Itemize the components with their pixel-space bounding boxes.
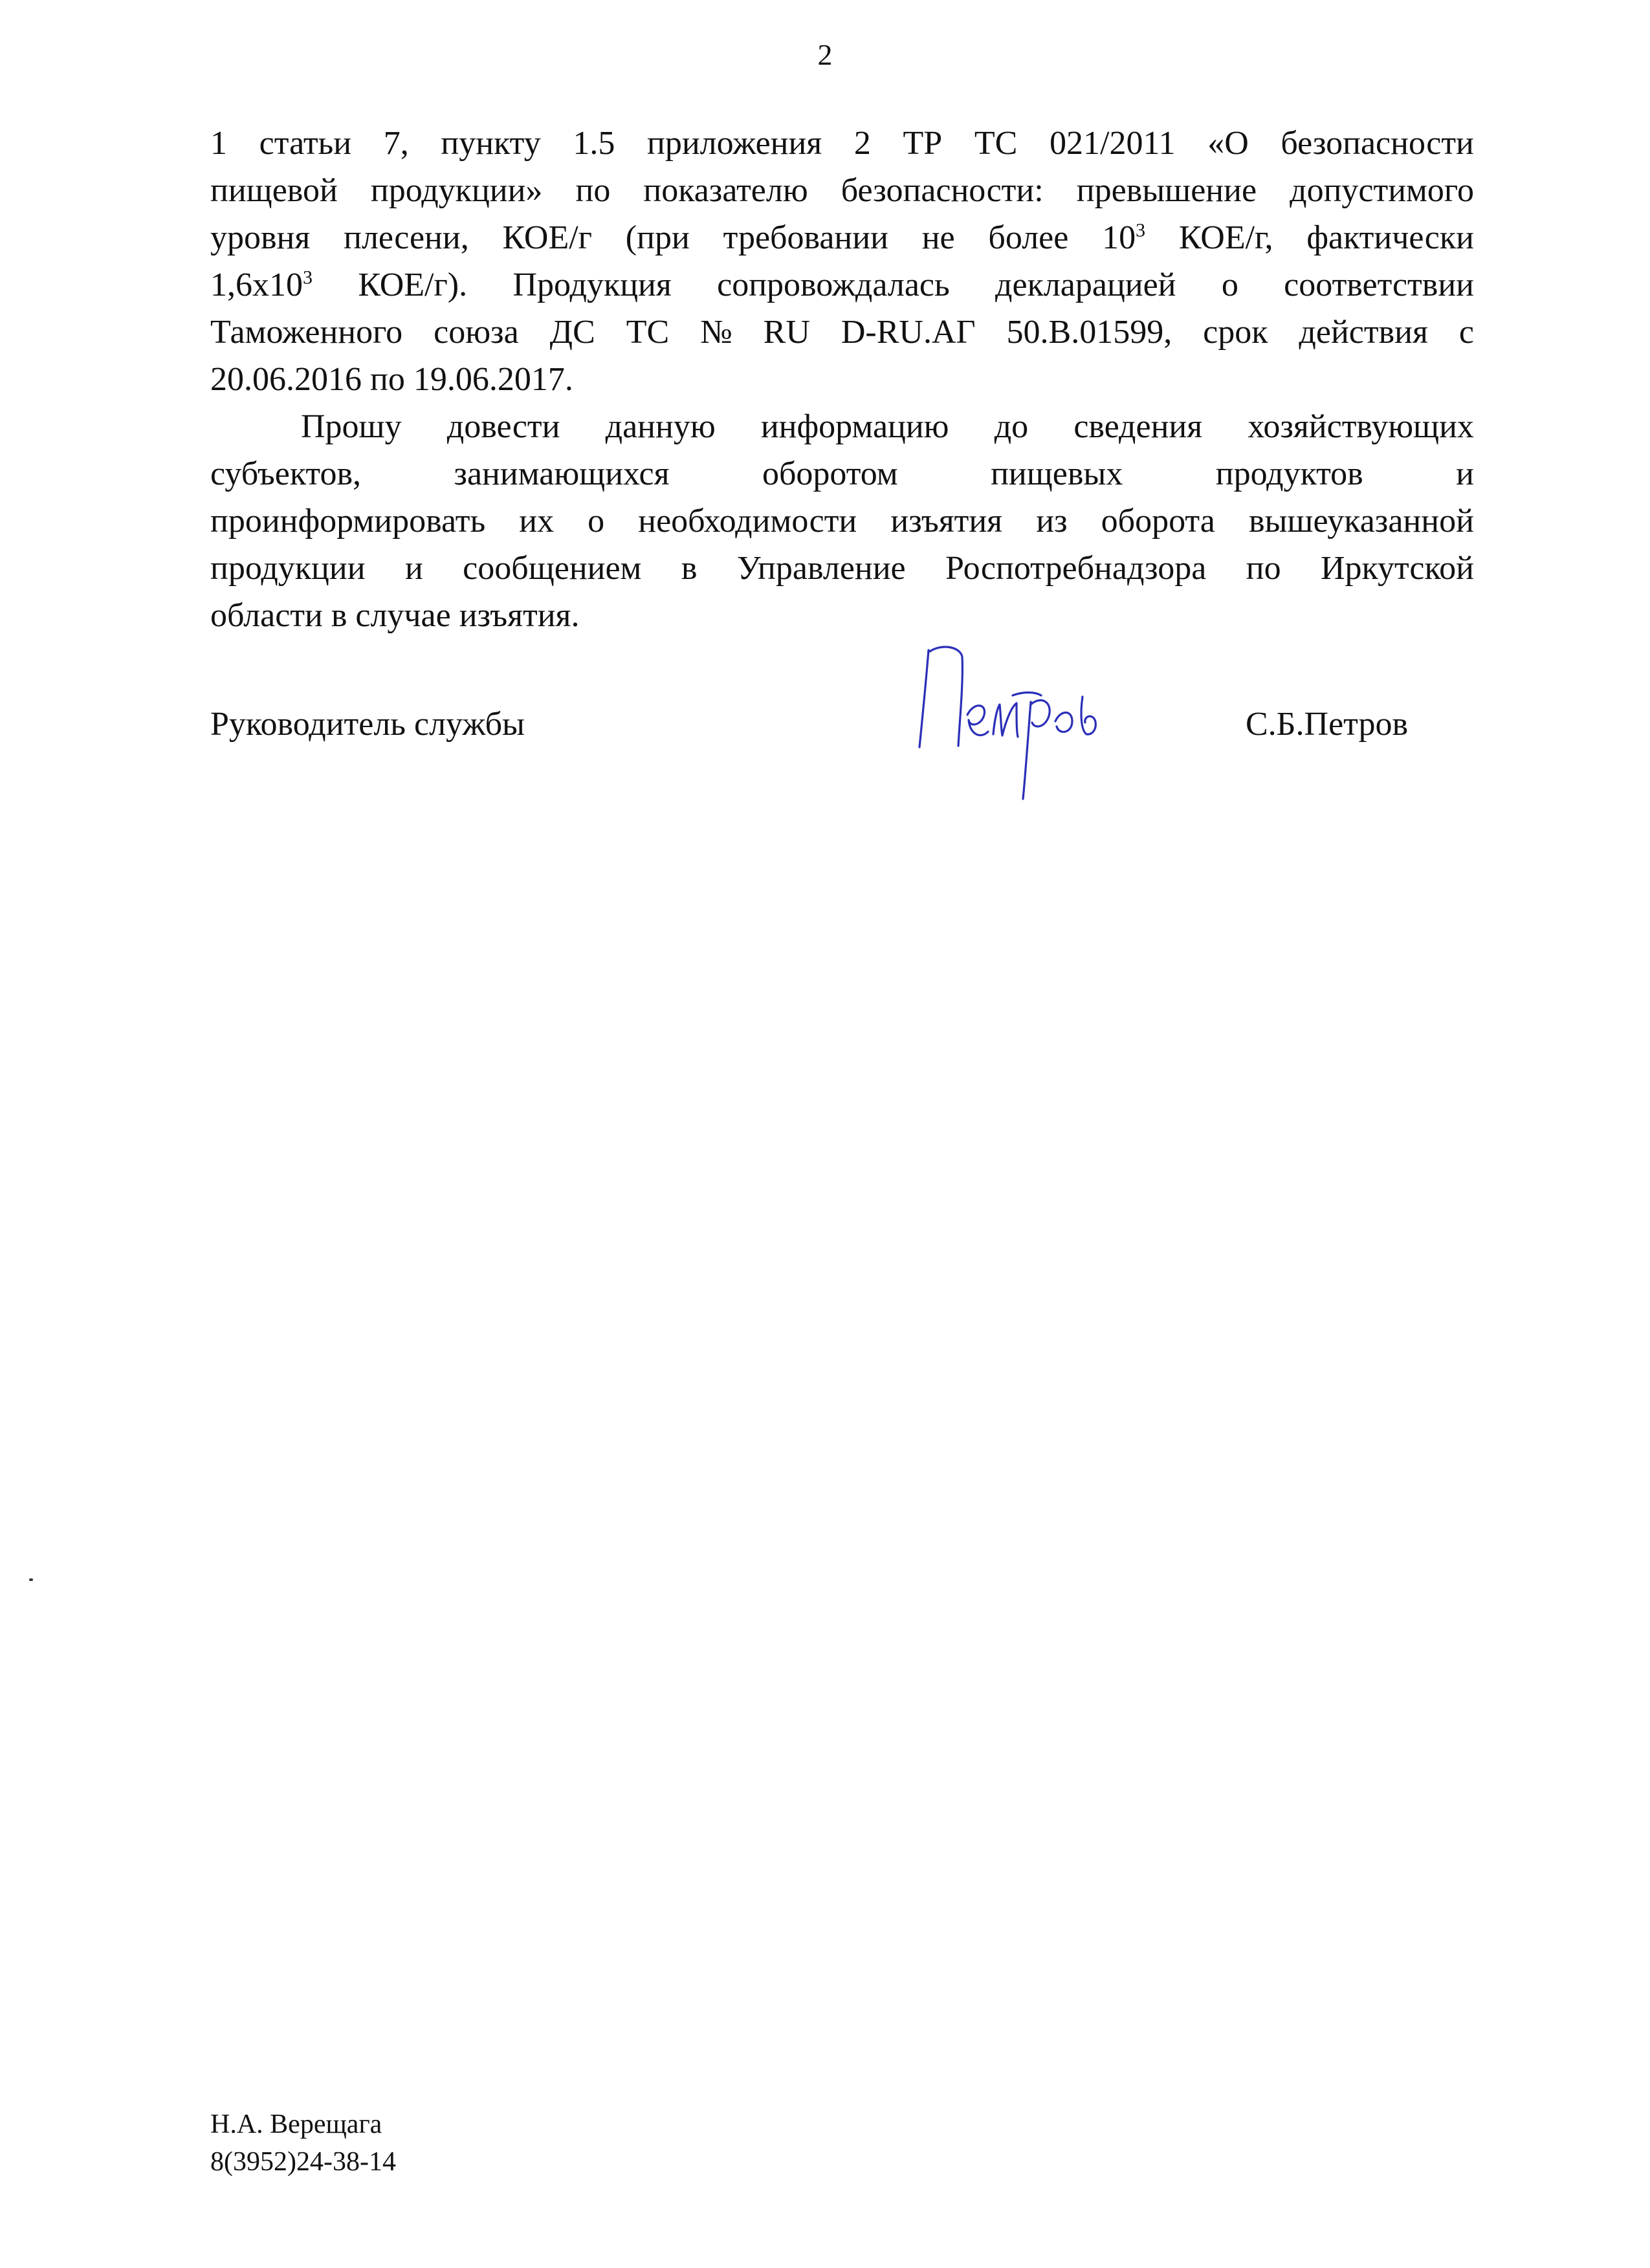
paragraph-1-line-2: пищевой продукции» по показателю безопасности: превышение допустимого [210, 172, 1474, 209]
paragraph-1-line-6: 20.06.2016 по 19.06.2017. [210, 361, 573, 398]
paragraph-2-line-3: проинформировать их о необходимости изъятия из оборота вышеуказанной [210, 503, 1474, 540]
paragraph-2-line-2: субъектов, занимающихся оборотом пищевых продуктов и [210, 455, 1474, 492]
executor-info [210, 2106, 396, 2181]
paragraph-1-line-5: Таможенного союза ДС ТС № RU D-RU.АГ 50.В.01599, срок действия с [210, 314, 1474, 351]
executor-name: Н.А. Верещага [210, 2110, 382, 2139]
paragraph-2-line-4: продукции и сообщением в Управление Роспотребнадзора по Иркутской [210, 550, 1474, 587]
handwritten-signature [903, 637, 1123, 805]
paragraph-1-line-3: уровня плесени, КОЕ/г (при требовании не более $10^3$ КОЕ/г, фактически [210, 219, 1474, 256]
exponent: 3 [303, 267, 313, 289]
letter-body [210, 120, 1474, 639]
page-number: 2 [817, 38, 833, 71]
paragraph-2-line-5: области в случае изъятия. [210, 597, 580, 634]
executor-phone: 8(3952)24-38-14 [210, 2147, 396, 2177]
signature-block [210, 699, 1474, 750]
paragraph-1-line-4: $1,6х10^3$ КОЕ/г). Продукция сопровождалась декларацией о соответствии [210, 267, 1474, 303]
paragraph-1-line-1: 1 статьи 7, пункту 1.5 приложения 2 ТР ТС 021/2011 «О безопасности [210, 125, 1474, 162]
signer-role: Руководитель службы [210, 706, 525, 743]
paragraph-2-line-1: Прошу довести данную информацию до сведения хозяйствующих [301, 408, 1474, 445]
scan-speck [29, 1578, 33, 1581]
signer-name: С.Б.Петров [1246, 706, 1409, 743]
exponent: 3 [1136, 219, 1146, 241]
